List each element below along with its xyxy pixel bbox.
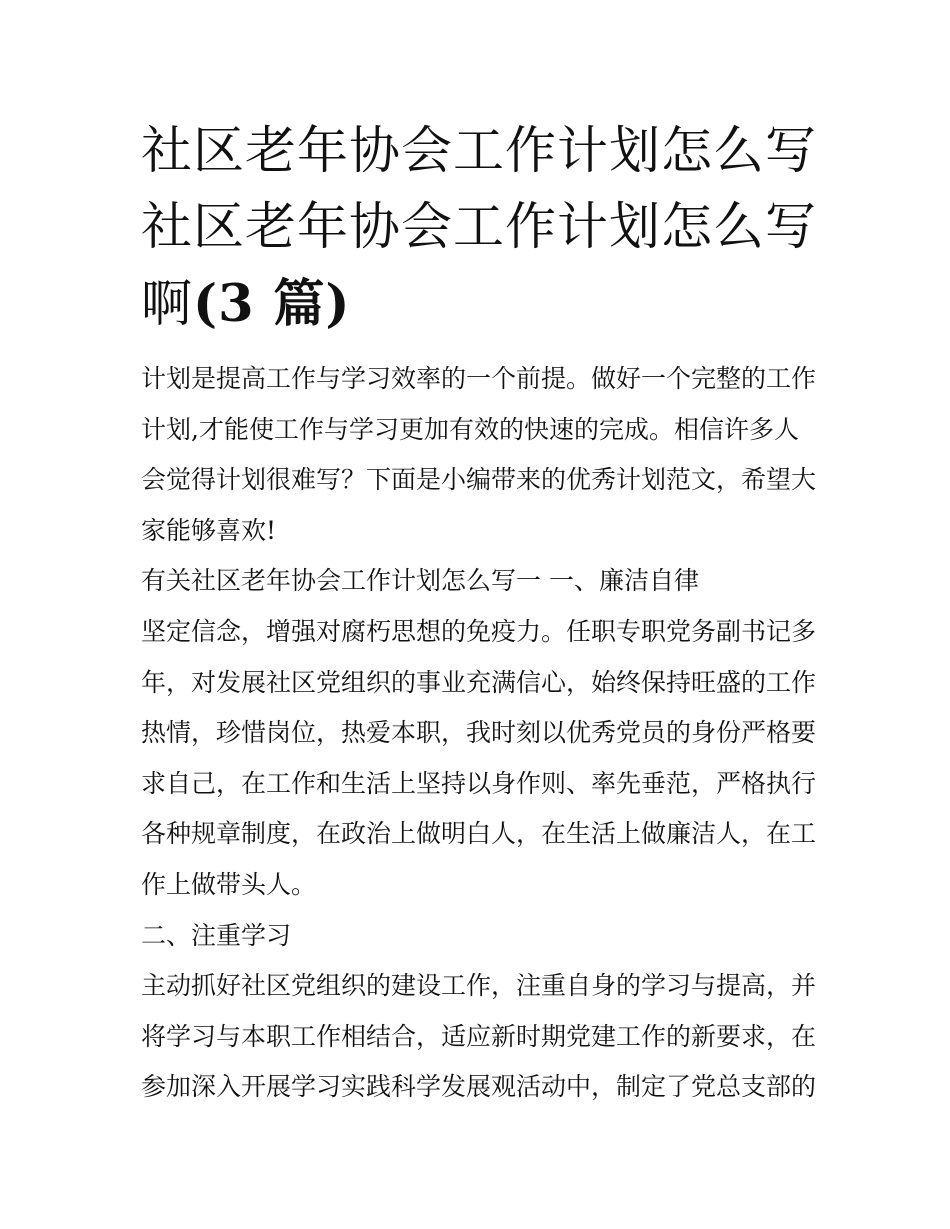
title-line-3	[141, 266, 821, 343]
body-line-2: 计划,才能使工作与学习更加有效的快速的完成。相信许多人	[141, 414, 799, 444]
body-line-8: 热情，珍惜岗位，热爱本职，我时刻以优秀党员的身份严格要	[141, 718, 817, 748]
body-line-7: 年，对发展社区党组织的事业充满信心，始终保持旺盛的工作	[141, 667, 817, 697]
title-line-2: 社区老年协会工作计划怎么写	[141, 198, 818, 257]
document-title	[141, 114, 821, 343]
body-line-9: 求自己，在工作和生活上坚持以身作则、率先垂范，严格执行	[141, 768, 817, 798]
body-line-15: 参加深入开展学习实践科学发展观活动中，制定了党总支部的	[141, 1072, 817, 1102]
title-line-1: 社区老年协会工作计划怎么写	[141, 122, 818, 181]
document-body	[141, 354, 816, 1113]
body-line-6: 坚定信念，增强对腐朽思想的免疫力。任职专职党务副书记多	[141, 616, 817, 646]
body-line-3: 会觉得计划很难写？下面是小编带来的优秀计划范文，希望大	[141, 465, 817, 495]
title-line-3-prefix: 啊	[141, 275, 194, 334]
section-heading-1: 有关社区老年协会工作计划怎么写一 一、廉洁自律	[141, 566, 699, 596]
body-line-4: 家能够喜欢!	[141, 515, 277, 545]
section-heading-2: 二、注重学习	[141, 920, 292, 950]
body-line-10: 各种规章制度，在政治上做明白人，在生活上做廉洁人，在工	[141, 819, 817, 849]
body-line-11: 作上做带头人。	[141, 869, 317, 899]
title-count: (3 篇)	[193, 274, 351, 334]
body-line-1: 计划是提高工作与学习效率的一个前提。做好一个完整的工作	[141, 364, 817, 393]
body-line-14: 将学习与本职工作相结合，适应新时期党建工作的新要求，在	[141, 1021, 817, 1051]
body-line-13: 主动抓好社区党组织的建设工作，注重自身的学习与提高，并	[141, 971, 817, 1001]
